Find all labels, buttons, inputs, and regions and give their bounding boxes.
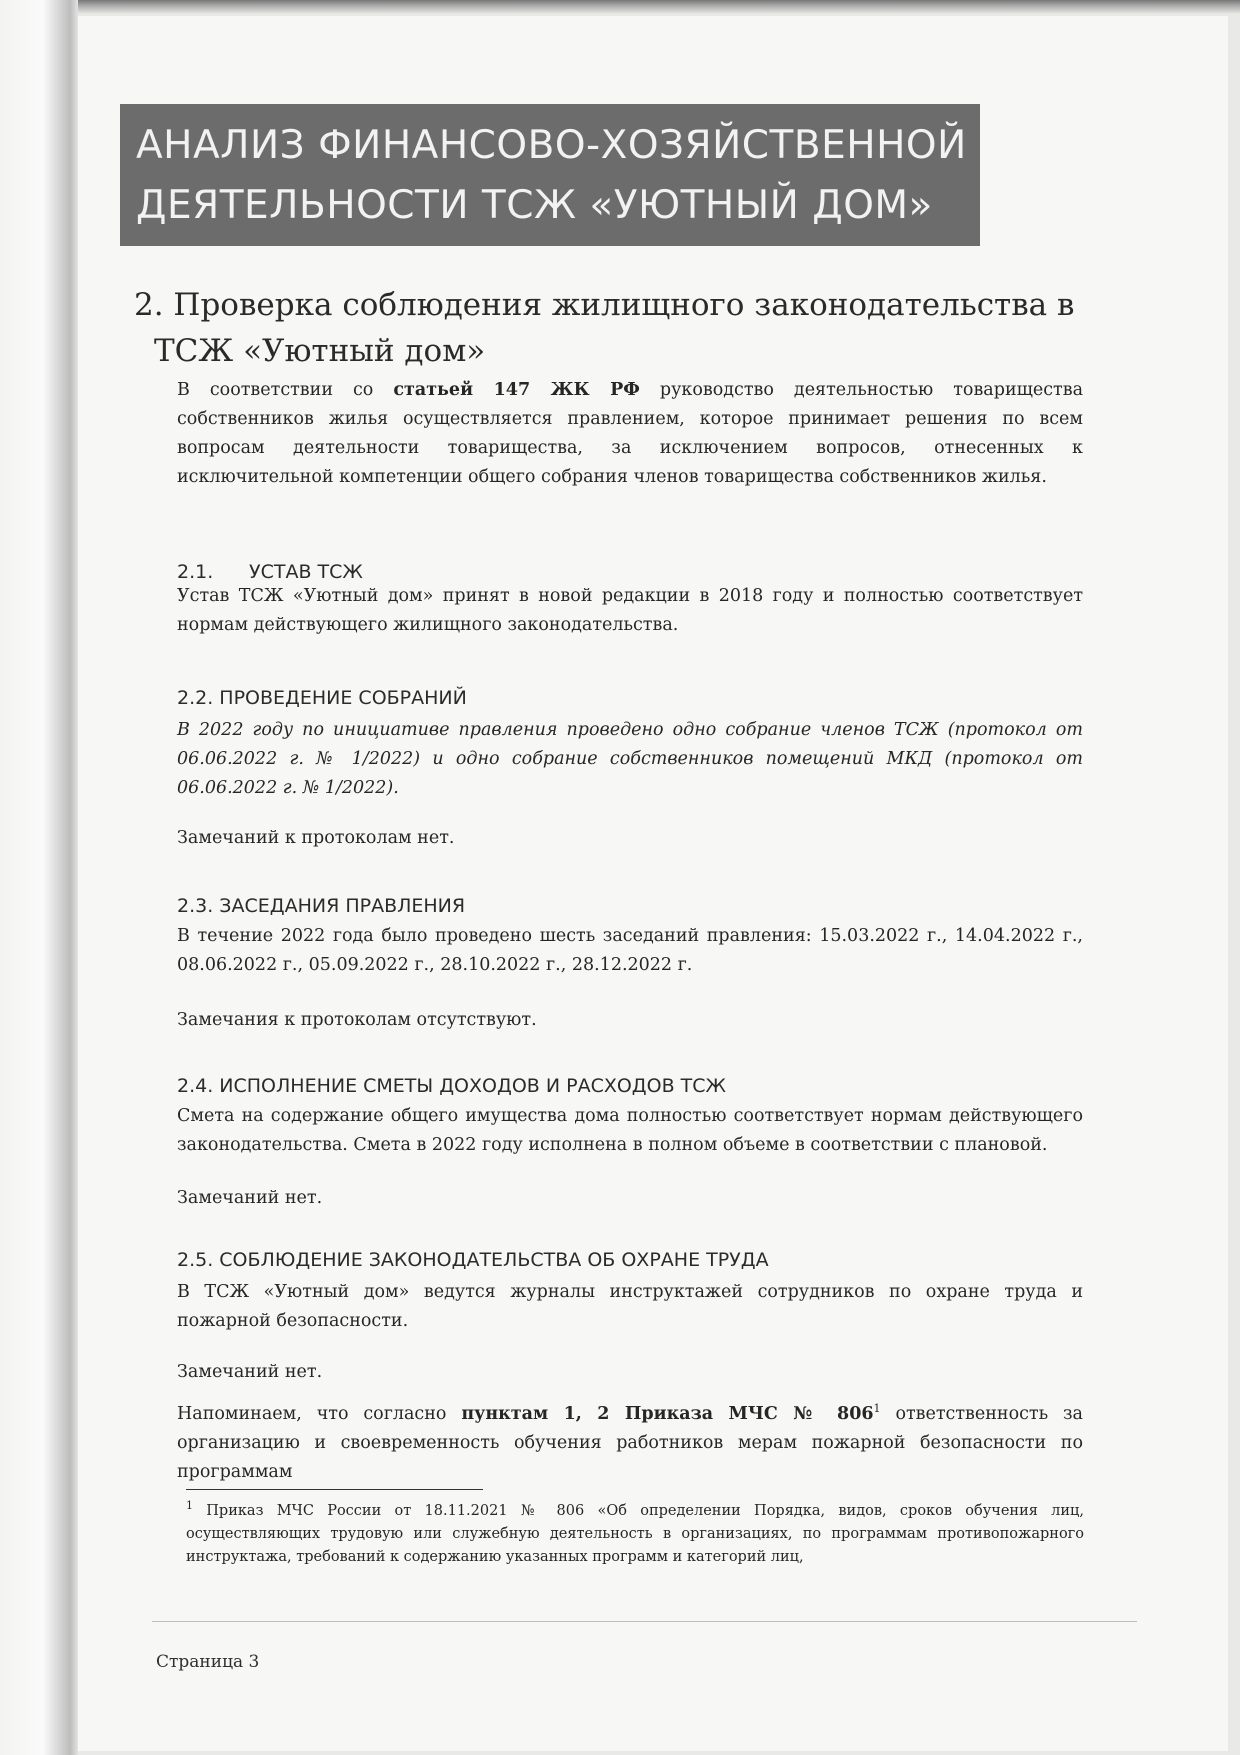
page-number: Страница 3 [156, 1652, 260, 1672]
reminder-text-start: Напоминаем, что согласно [177, 1403, 462, 1424]
subsection-2-2-text: В 2022 году по инициативе правления проведено одно собрание членов ТСЖ (протокол от 06.06.2022 г. № 1/2022) и одно собрание собственников помещений МКД (протокол от 06.06.2022 г. № 1/2022). [177, 720, 1083, 798]
subsection-2-4-note: Замечаний нет. [177, 1188, 323, 1208]
footer-separator [152, 1621, 1137, 1622]
intro-paragraph [177, 376, 1083, 492]
intro-text-end: руководство деятельностью товарищества собственников жилья осуществляется правлением, которое принимает решения по всем вопросам деятельности товарищества, за исключением вопросов, отнесенных к исключительной компетенции общего собрания членов товарищества собственников жилья. [177, 380, 1084, 487]
subsection-2-3-note: Замечания к протоколам отсутствуют. [177, 1010, 537, 1030]
footnote-reference[interactable]: 1 [873, 1402, 881, 1415]
subsection-2-2-note: Замечаний к протоколам нет. [177, 828, 455, 848]
footnote-marker: 1 [186, 1499, 193, 1512]
intro-law-reference: статьей 147 ЖК РФ [393, 380, 640, 400]
banner-line-2: ДЕЯТЕЛЬНОСТИ ТСЖ «УЮТНЫЙ ДОМ» [136, 183, 933, 228]
subsection-2-4-text: Смета на содержание общего имущества дома полностью соответствует нормам действующего законодательства. Смета в 2022 году исполнена в полном объеме в соответствии с плановой. [177, 1106, 1083, 1155]
banner-line-1: АНАЛИЗ ФИНАНСОВО-ХОЗЯЙСТВЕННОЙ [136, 123, 967, 168]
report-title-banner [120, 104, 980, 246]
scan-edge-top [0, 0, 1240, 14]
subsection-2-5-reminder [177, 1394, 1083, 1487]
subsection-2-5-note: Замечаний нет. [177, 1362, 323, 1382]
document-page [78, 16, 1228, 1751]
subsection-2-1-number: 2.1. [177, 561, 214, 583]
subsection-2-4-heading: 2.4. ИСПОЛНЕНИЕ СМЕТЫ ДОХОДОВ И РАСХОДОВ ТСЖ [177, 1075, 727, 1097]
subsection-2-1-text: Устав ТСЖ «Уютный дом» принят в новой редакции в 2018 году и полностью соответствует нормам действующего жилищного законодательства. [177, 586, 1083, 635]
scan-edge-left [0, 0, 78, 1755]
subsection-2-2-heading: 2.2. ПРОВЕДЕНИЕ СОБРАНИЙ [177, 687, 467, 709]
reminder-law-reference: пунктам 1, 2 Приказа МЧС № 806 [461, 1403, 874, 1424]
reminder-text-end: ответственность за организацию и своевременность обучения работников мерам пожарной безопасности по программам [177, 1403, 1083, 1482]
footnote-separator [186, 1489, 483, 1490]
intro-text-start: В соответствии со [177, 380, 394, 400]
subsection-2-3-text: В течение 2022 года было проведено шесть заседаний правления: 15.03.2022 г., 14.04.2022 г., 08.06.2022 г., 05.09.2022 г., 28.10.2022 г., 28.12.2022 г. [177, 926, 1083, 975]
section-heading [134, 282, 1094, 374]
footnote [186, 1494, 1084, 1569]
subsection-2-5-text: В ТСЖ «Уютный дом» ведутся журналы инструктажей сотрудников по охране труда и пожарной безопасности. [177, 1282, 1083, 1331]
footnote-text: Приказ МЧС России от 18.11.2021 № 806 «Об определении Порядка, видов, сроков обучения лиц, осуществляющих трудовую или служебную деятельность в организациях, по программам противопожарного инструктажа, требований к содержанию указанных программ и категорий лиц, [186, 1502, 1084, 1565]
subsection-2-3-heading: 2.3. ЗАСЕДАНИЯ ПРАВЛЕНИЯ [177, 895, 466, 917]
section-heading-line-2: ТСЖ «Уютный дом» [154, 333, 486, 369]
subsection-2-5-heading: 2.5. СОБЛЮДЕНИЕ ЗАКОНОДАТЕЛЬСТВА ОБ ОХРАНЕ ТРУДА [177, 1249, 769, 1271]
subsection-2-1-title: УСТАВ ТСЖ [249, 561, 363, 583]
section-heading-line-1: 2. Проверка соблюдения жилищного законодательства в [134, 287, 1075, 323]
